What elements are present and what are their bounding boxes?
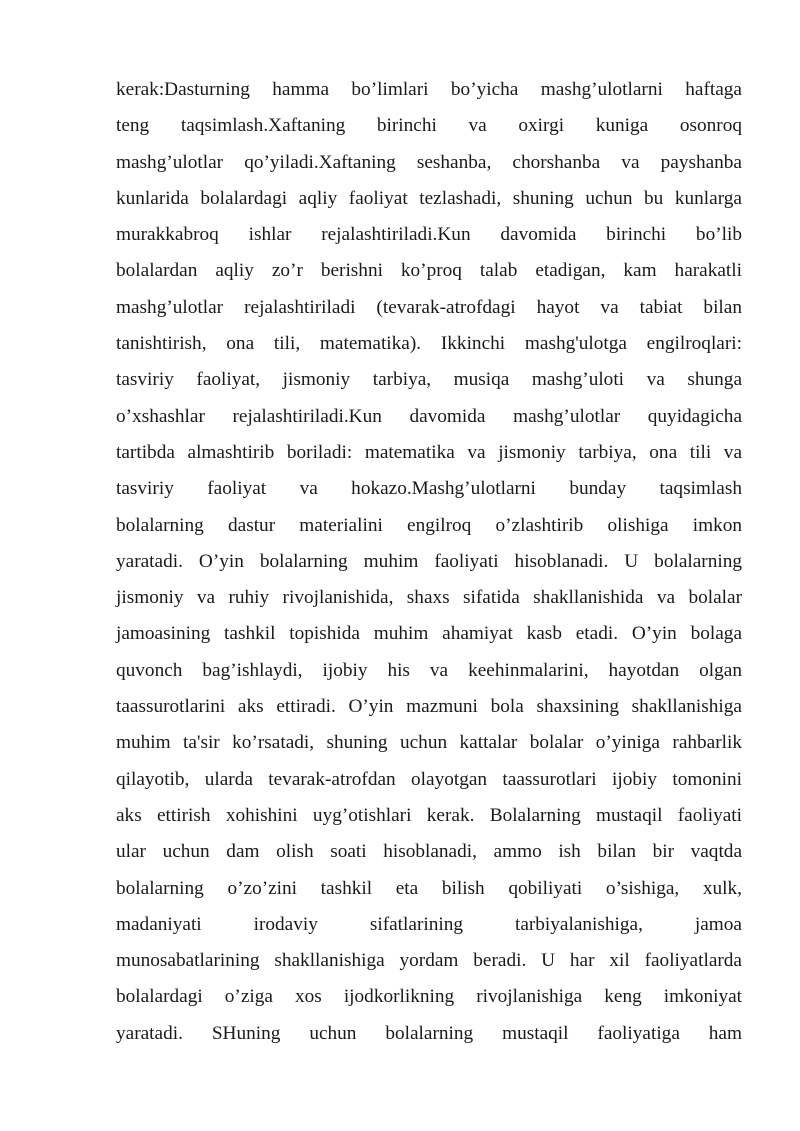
text-line: jismoniy va ruhiy rivojlanishida, shaxs sifatida shakllanishida va bolalar: [116, 587, 742, 609]
text-line: muhim ta'sir ko’rsatadi, shuning uchun kattalar bolalar o’yiniga rahbarlik: [116, 732, 742, 754]
text-line: tartibda almashtirib boriladi: matematika va jismoniy tarbiya, ona tili va: [116, 441, 742, 463]
text-line: kerak:Dasturning hamma bo’limlari bo’yicha mashg’ulotlarni haftaga: [116, 79, 742, 100]
text-line: bolalardagi o’ziga xos ijodkorlikning rivojlanishiga keng imkoniyat: [116, 986, 742, 1008]
text-line: bolalarning dastur materialini engilroq o’zlashtirib olishiga imkon: [116, 514, 742, 536]
text-line: mashg’ulotlar rejalashtiriladi (tevarak-atrofdagi hayot va tabiat bilan: [116, 296, 742, 318]
text-line: tanishtirish, ona tili, matematika). Ikkinchi mashg'ulotga engilroqlari:: [116, 333, 742, 355]
text-line: taassurotlarini aks ettiradi. O’yin mazmuni bola shaxsining shakllanishiga: [116, 696, 742, 718]
text-line: teng taqsimlash.Xaftaning birinchi va oxirgi kuniga osonroq: [116, 115, 742, 137]
text-line: kunlarida bolalardagi aqliy faoliyat tezlashadi, shuning uchun bu kunlarga: [116, 187, 742, 209]
text-line: yaratadi. SHuning uchun bolalarning mustaqil faoliyatiga ham: [116, 1022, 742, 1044]
text-line: ular uchun dam olish soati hisoblanadi, ammo ish bilan bir vaqtda: [116, 841, 742, 863]
text-line: bolalarning o’zo’zini tashkil eta bilish qobiliyati o’sishiga, xulk,: [116, 877, 742, 899]
text-line: tasviriy faoliyat, jismoniy tarbiya, musiqa mashg’uloti va shunga: [116, 369, 742, 391]
text-line: mashg’ulotlar qo’yiladi.Xaftaning seshanba, chorshanba va payshanba: [116, 151, 742, 173]
text-line: madaniyati irodaviy sifatlarining tarbiyalanishiga, jamoa: [116, 913, 742, 935]
text-line: bolalardan aqliy zo’r berishni ko’proq talab etadigan, kam harakatli: [116, 260, 742, 282]
text-line: murakkabroq ishlar rejalashtiriladi.Kun davomida birinchi bo’lib: [116, 224, 742, 246]
text-line: tasviriy faoliyat va hokazo.Mashg’ulotlarni bunday taqsimlash: [116, 478, 742, 500]
text-line: jamoasining tashkil topishida muhim ahamiyat kasb etadi. O’yin bolaga: [116, 623, 742, 645]
text-line: aks ettirish xohishini uyg’otishlari kerak. Bolalarning mustaqil faoliyati: [116, 804, 742, 826]
text-line: munosabatlarining shakllanishiga yordam beradi. U har xil faoliyatlarda: [116, 950, 742, 972]
text-line: qilayotib, ularda tevarak-atrofdan olayotgan taassurotlari ijobiy tomonini: [116, 768, 742, 790]
text-line: o’xshashlar rejalashtiriladi.Kun davomida mashg’ulotlar quyidagicha: [116, 405, 742, 427]
text-line: yaratadi. O’yin bolalarning muhim faoliyati hisoblanadi. U bolalarning: [116, 550, 742, 572]
text-line: quvonch bag’ishlaydi, ijobiy his va keehinmalarini, hayotdan olgan: [116, 659, 742, 681]
body-text: [116, 72, 742, 1052]
